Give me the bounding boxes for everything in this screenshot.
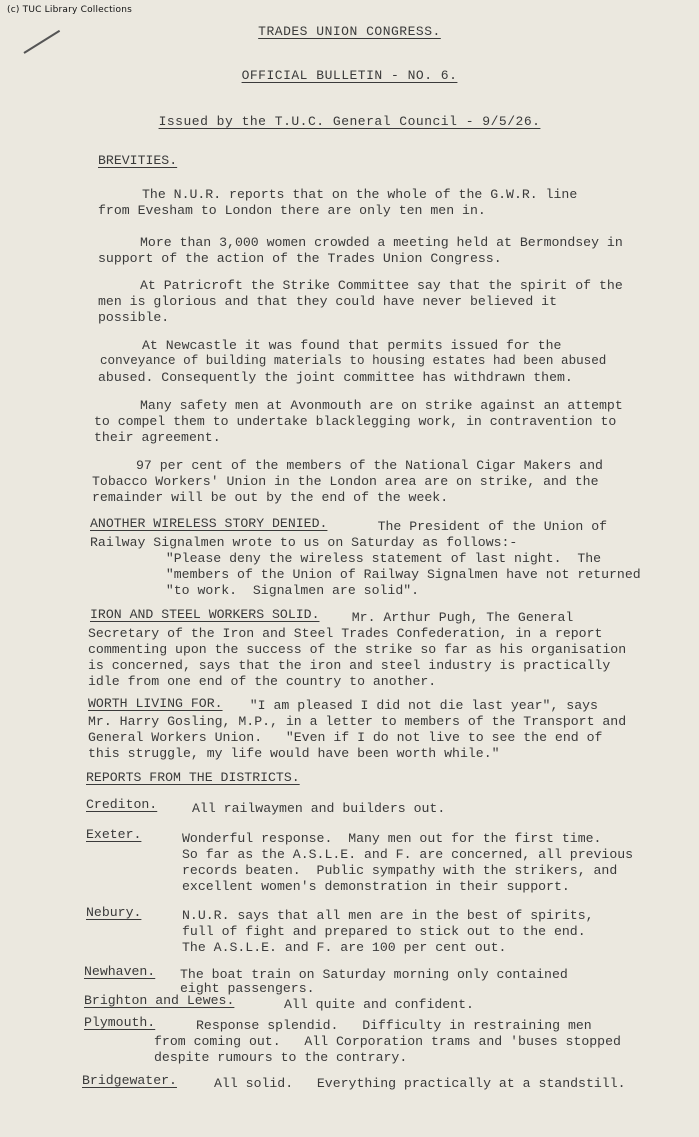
district-place: Newhaven. xyxy=(84,964,156,979)
worth-living-line: "I am pleased I did not die last year", says xyxy=(226,698,598,713)
district-report-line: N.U.R. says that all men are in the best of spirits, xyxy=(182,908,594,923)
district-place: Exeter. xyxy=(86,827,142,842)
district-report-line: from coming out. All Corporation trams and 'buses stopped xyxy=(154,1034,621,1049)
district-report-line: So far as the A.S.L.E. and F. are concerned, all previous xyxy=(182,847,634,862)
brevity-line: At Newcastle it was found that permits issued for the xyxy=(142,338,562,353)
district-report-line: eight passengers. xyxy=(180,981,315,996)
brevities-heading: BREVITIES. xyxy=(98,153,178,168)
brevity-line: men is glorious and that they could have never believed it xyxy=(98,294,557,309)
district-report-line: All quite and confident. xyxy=(284,997,474,1012)
iron-steel-heading: IRON AND STEEL WORKERS SOLID. xyxy=(90,607,320,622)
district-report-line: Response splendid. Difficulty in restraining men xyxy=(196,1018,592,1033)
iron-steel-line: Mr. Arthur Pugh, The General xyxy=(328,610,574,625)
brevity-line: conveyance of building materials to housing estates had been abused xyxy=(100,354,607,368)
district-place: Plymouth. xyxy=(84,1015,156,1030)
wireless-line: "members of the Union of Railway Signalmen have not returned xyxy=(150,567,641,582)
bulletin-title: OFFICIAL BULLETIN - NO. 6. xyxy=(241,68,458,83)
watermark: (c) TUC Library Collections xyxy=(7,5,132,15)
wireless-line: "to work. Signalmen are solid". xyxy=(150,583,420,598)
worth-living-heading: WORTH LIVING FOR. xyxy=(88,696,223,711)
brevity-line: their agreement. xyxy=(94,430,221,445)
brevity-line: remainder will be out by the end of the week. xyxy=(92,490,449,505)
brevity-line: from Evesham to London there are only ten men in. xyxy=(98,203,486,218)
brevity-line: to compel them to undertake blacklegging work, in contravention to xyxy=(94,414,617,429)
wireless-line: Railway Signalmen wrote to us on Saturday as follows:- xyxy=(90,535,518,550)
wireless-line: "Please deny the wireless statement of last night. The xyxy=(150,551,602,566)
iron-steel-line: commenting upon the success of the strike so far as his organisation xyxy=(88,642,627,657)
district-place: Brighton and Lewes. xyxy=(84,993,235,1008)
organisation-title: TRADES UNION CONGRESS. xyxy=(258,24,441,39)
district-report-line: All solid. Everything practically at a standstill. xyxy=(214,1076,626,1091)
district-report-line: The boat train on Saturday morning only contained xyxy=(180,967,568,982)
iron-steel-line: Secretary of the Iron and Steel Trades Confederation, in a report xyxy=(88,626,603,641)
brevity-line: Many safety men at Avonmouth are on strike against an attempt xyxy=(140,398,623,413)
brevity-line: At Patricroft the Strike Committee say that the spirit of the xyxy=(140,278,623,293)
district-report-line: excellent women's demonstration in their support. xyxy=(182,879,570,894)
iron-steel-line: is concerned, says that the iron and steel industry is practically xyxy=(88,658,611,673)
brevity-line: possible. xyxy=(98,310,170,325)
district-report-line: Wonderful response. Many men out for the first time. xyxy=(182,831,602,846)
worth-living-line: this struggle, my life would have been worth while." xyxy=(88,746,500,761)
district-report-line: records beaten. Public sympathy with the strikers, and xyxy=(182,863,618,878)
brevity-line: 97 per cent of the members of the National Cigar Makers and xyxy=(136,458,603,473)
brevity-line: abused. Consequently the joint committee has withdrawn them. xyxy=(98,370,573,385)
district-report-line: The A.S.L.E. and F. are 100 per cent out. xyxy=(182,940,507,955)
wireless-line: The President of the Union of xyxy=(338,519,608,534)
district-report-line: All railwaymen and builders out. xyxy=(192,801,446,816)
districts-heading: REPORTS FROM THE DISTRICTS. xyxy=(86,770,300,785)
district-place: Bridgewater. xyxy=(82,1073,177,1088)
wireless-heading: ANOTHER WIRELESS STORY DENIED. xyxy=(90,516,328,531)
district-report-line: full of fight and prepared to stick out to the end. xyxy=(182,924,586,939)
district-place: Crediton. xyxy=(86,797,158,812)
worth-living-line: General Workers Union. "Even if I do not live to see the end of xyxy=(88,730,603,745)
district-report-line: despite rumours to the contrary. xyxy=(154,1050,408,1065)
brevity-line: Tobacco Workers' Union in the London area are on strike, and the xyxy=(92,474,599,489)
issued-by-line: Issued by the T.U.C. General Council - 9/5/26. xyxy=(158,114,541,129)
worth-living-line: Mr. Harry Gosling, M.P., in a letter to members of the Transport and xyxy=(88,714,627,729)
brevity-line: The N.U.R. reports that on the whole of the G.W.R. line xyxy=(142,187,578,202)
iron-steel-line: idle from one end of the country to another. xyxy=(88,674,437,689)
brevity-line: support of the action of the Trades Union Congress. xyxy=(98,251,502,266)
district-place: Nebury. xyxy=(86,905,142,920)
brevity-line: More than 3,000 women crowded a meeting held at Bermondsey in xyxy=(140,235,623,250)
